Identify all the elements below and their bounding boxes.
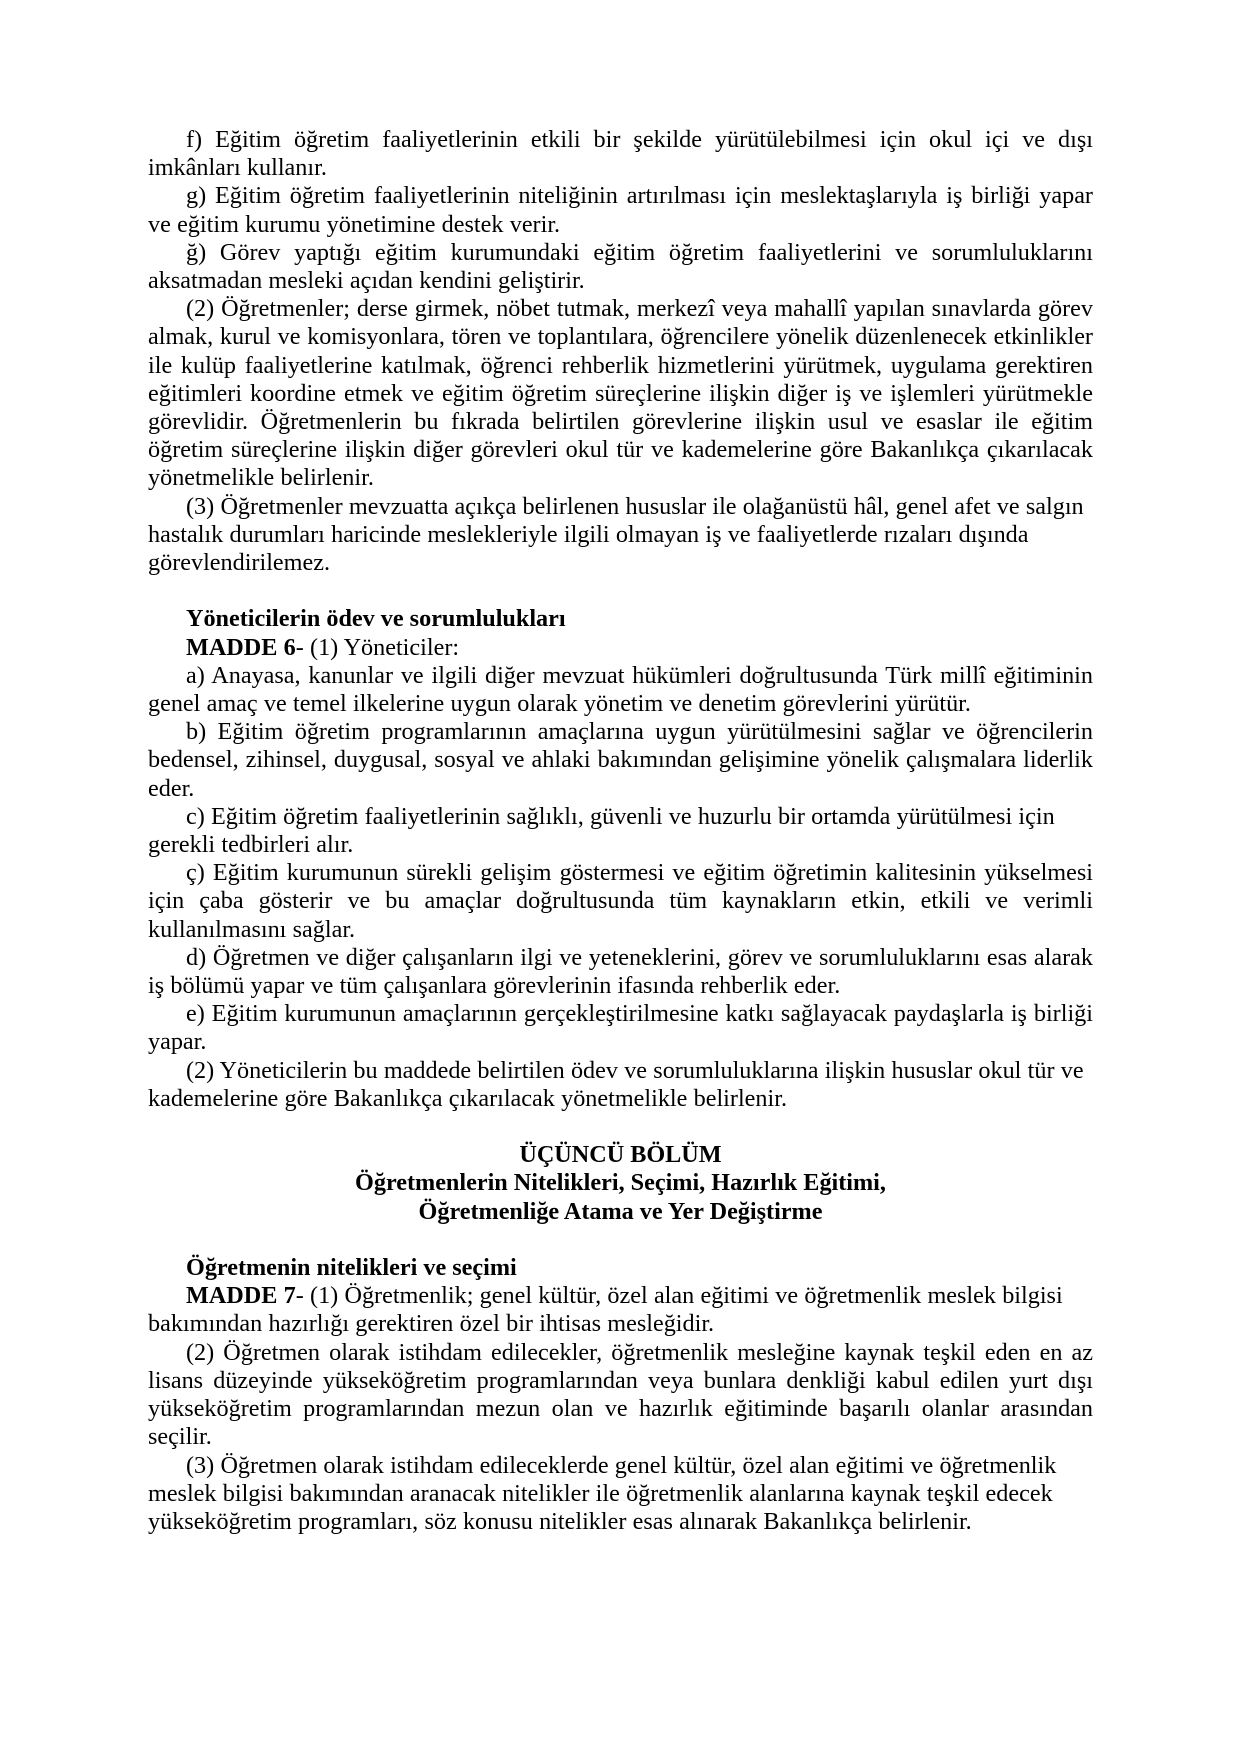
paragraph-6a: a) Anayasa, kanunlar ve ilgili diğer mevzuat hükümleri doğrultusunda Türk millî eğitiminin genel amaç ve temel ilkelerine uygun olarak yönetim ve denetim görevlerini yürütür. [148, 661, 1093, 718]
madde-7-label: MADDE 7 [186, 1282, 296, 1310]
madde-6-label: MADDE 6 [186, 633, 296, 661]
section-heading-line-1: ÜÇÜNCÜ BÖLÜM [519, 1141, 722, 1169]
document-body [148, 126, 1093, 1536]
paragraph-madde-7-lead [148, 1282, 1093, 1338]
paragraph-6b: b) Eğitim öğretim programlarının amaçlarına uygun yürütülmesini sağlar ve öğrencilerin bedensel, zihinsel, duygusal, sosyal ve ahlaki bakımından gelişimine yönelik çalışmalara liderlik eder. [148, 718, 1093, 802]
section-heading-ucuncu-bolum [148, 1141, 1093, 1226]
heading-ogretmenin-nitelikleri-ve-secimi: Öğretmenin nitelikleri ve seçimi [186, 1254, 517, 1282]
paragraph-g: g) Eğitim öğretim faaliyetlerinin niteliğinin artırılması için meslektaşlarıyla iş birliği yapar ve eğitim kurumu yönetimine destek verir. [148, 182, 1093, 238]
paragraph-madde5-fikra2: (2) Öğretmenler; derse girmek, nöbet tutmak, merkezî veya mahallî yapılan sınavlarda görev almak, kurul ve komisyonlara, tören ve toplantılara, öğrencilere yönelik düzenlenecek etkinlikler ile kulüp faaliyetlerine katılmak, öğrenci rehberlik hizmetlerini yürütmek, uygulama gerektiren eğitimleri koordine etmek ve eğitim öğretim süreçlerine ilişkin diğer iş ve işlemleri yürütmekle görevlidir. Öğretmenlerin bu fıkrada belirtilen görevlerine ilişkin usul ve esaslar ile eğitim öğretim süreçlerine ilişkin diğer görevleri okul tür ve kademelerine göre Bakanlıkça çıkarılacak yönetmelikle belirlenir. [148, 295, 1093, 492]
paragraph-spacer [148, 577, 1093, 605]
paragraph-6d: d) Öğretmen ve diğer çalışanların ilgi ve yeteneklerini, görev ve sorumluluklarını esas alarak iş bölümü yapar ve tüm çalışanlara görevlerinin ifasında rehberlik eder. [148, 943, 1093, 1000]
section-heading-line-2: Öğretmenlerin Nitelikleri, Seçimi, Hazırlık Eğitimi, [355, 1169, 886, 1197]
madde-6-text: - (1) Yöneticiler: [295, 633, 460, 661]
paragraph-madde7-fikra2: (2) Öğretmen olarak istihdam edilecekler, öğretmenlik mesleğine kaynak teşkil eden en az lisans düzeyinde yükseköğretim programlarından veya bunlara denkliği kabul edilen yurt dışı yükseköğretim programlarından mezun olan ve hazırlık eğitiminde başarılı olanlar arasından seçilir. [148, 1338, 1093, 1451]
section-spacer-top [148, 1113, 1093, 1141]
paragraph-f: f) Eğitim öğretim faaliyetlerinin etkili bir şekilde yürütülebilmesi için okul içi ve dışı imkânları kullanır. [148, 126, 1093, 182]
paragraph-g-yumusak: ğ) Görev yaptığı eğitim kurumundaki eğitim öğretim faaliyetlerini ve sorumluluklarını aksatmadan mesleki açıdan kendini geliştirir. [148, 238, 1093, 295]
paragraph-madde-6-lead [148, 634, 1093, 662]
paragraph-6c-cedilla: ç) Eğitim kurumunun sürekli gelişim göstermesi ve eğitim öğretimin kalitesinin yükselmesi için çaba gösterir ve bu amaçlar doğrultusunda tüm kaynakların etkin, etkili ve verimli kullanılmasını sağlar. [148, 859, 1093, 943]
paragraph-madde7-fikra3: (3) Öğretmen olarak istihdam edileceklerde genel kültür, özel alan eğitimi ve öğretmenlik meslek bilgisi bakımından aranacak nitelikler ile öğretmenlik alanlarına kaynak teşkil edecek yükseköğretim programları, söz konusu nitelikler esas alınarak Bakanlıkça belirlenir. [148, 1451, 1057, 1535]
heading-yoneticilerin-odev-ve-sorumluluklari: Yöneticilerin ödev ve sorumlulukları [186, 605, 566, 633]
paragraph-madde5-fikra3: (3) Öğretmenler mevzuatta açıkça belirlenen hususlar ile olağanüstü hâl, genel afet ve salgın hastalık durumları haricinde meslekleriyle ilgili olmayan iş ve faaliyetlerde rızaları dışında görevlendirilemez. [148, 492, 1084, 577]
madde-7-text: - (1) Öğretmenlik; genel kültür, özel alan eğitimi ve öğretmenlik meslek bilgisi bakımından hazırlığı gerektiren özel bir ihtisas mesleğidir. [148, 1282, 1063, 1338]
paragraph-6e: e) Eğitim kurumunun amaçlarının gerçekleştirilmesine katkı sağlayacak paydaşlarla iş birliği yapar. [148, 1000, 1093, 1056]
paragraph-madde6-fikra2: (2) Yöneticilerin bu maddede belirtilen ödev ve sorumluluklarına ilişkin hususlar okul tür ve kademelerine göre Bakanlıkça çıkarılacak yönetmelikle belirlenir. [148, 1056, 1084, 1112]
section-heading-line-3: Öğretmenliğe Atama ve Yer Değiştirme [418, 1197, 823, 1225]
paragraph-6c: c) Eğitim öğretim faaliyetlerinin sağlıklı, güvenli ve huzurlu bir ortamda yürütülmesi için gerekli tedbirleri alır. [148, 802, 1055, 859]
section-spacer-bottom [148, 1226, 1093, 1254]
